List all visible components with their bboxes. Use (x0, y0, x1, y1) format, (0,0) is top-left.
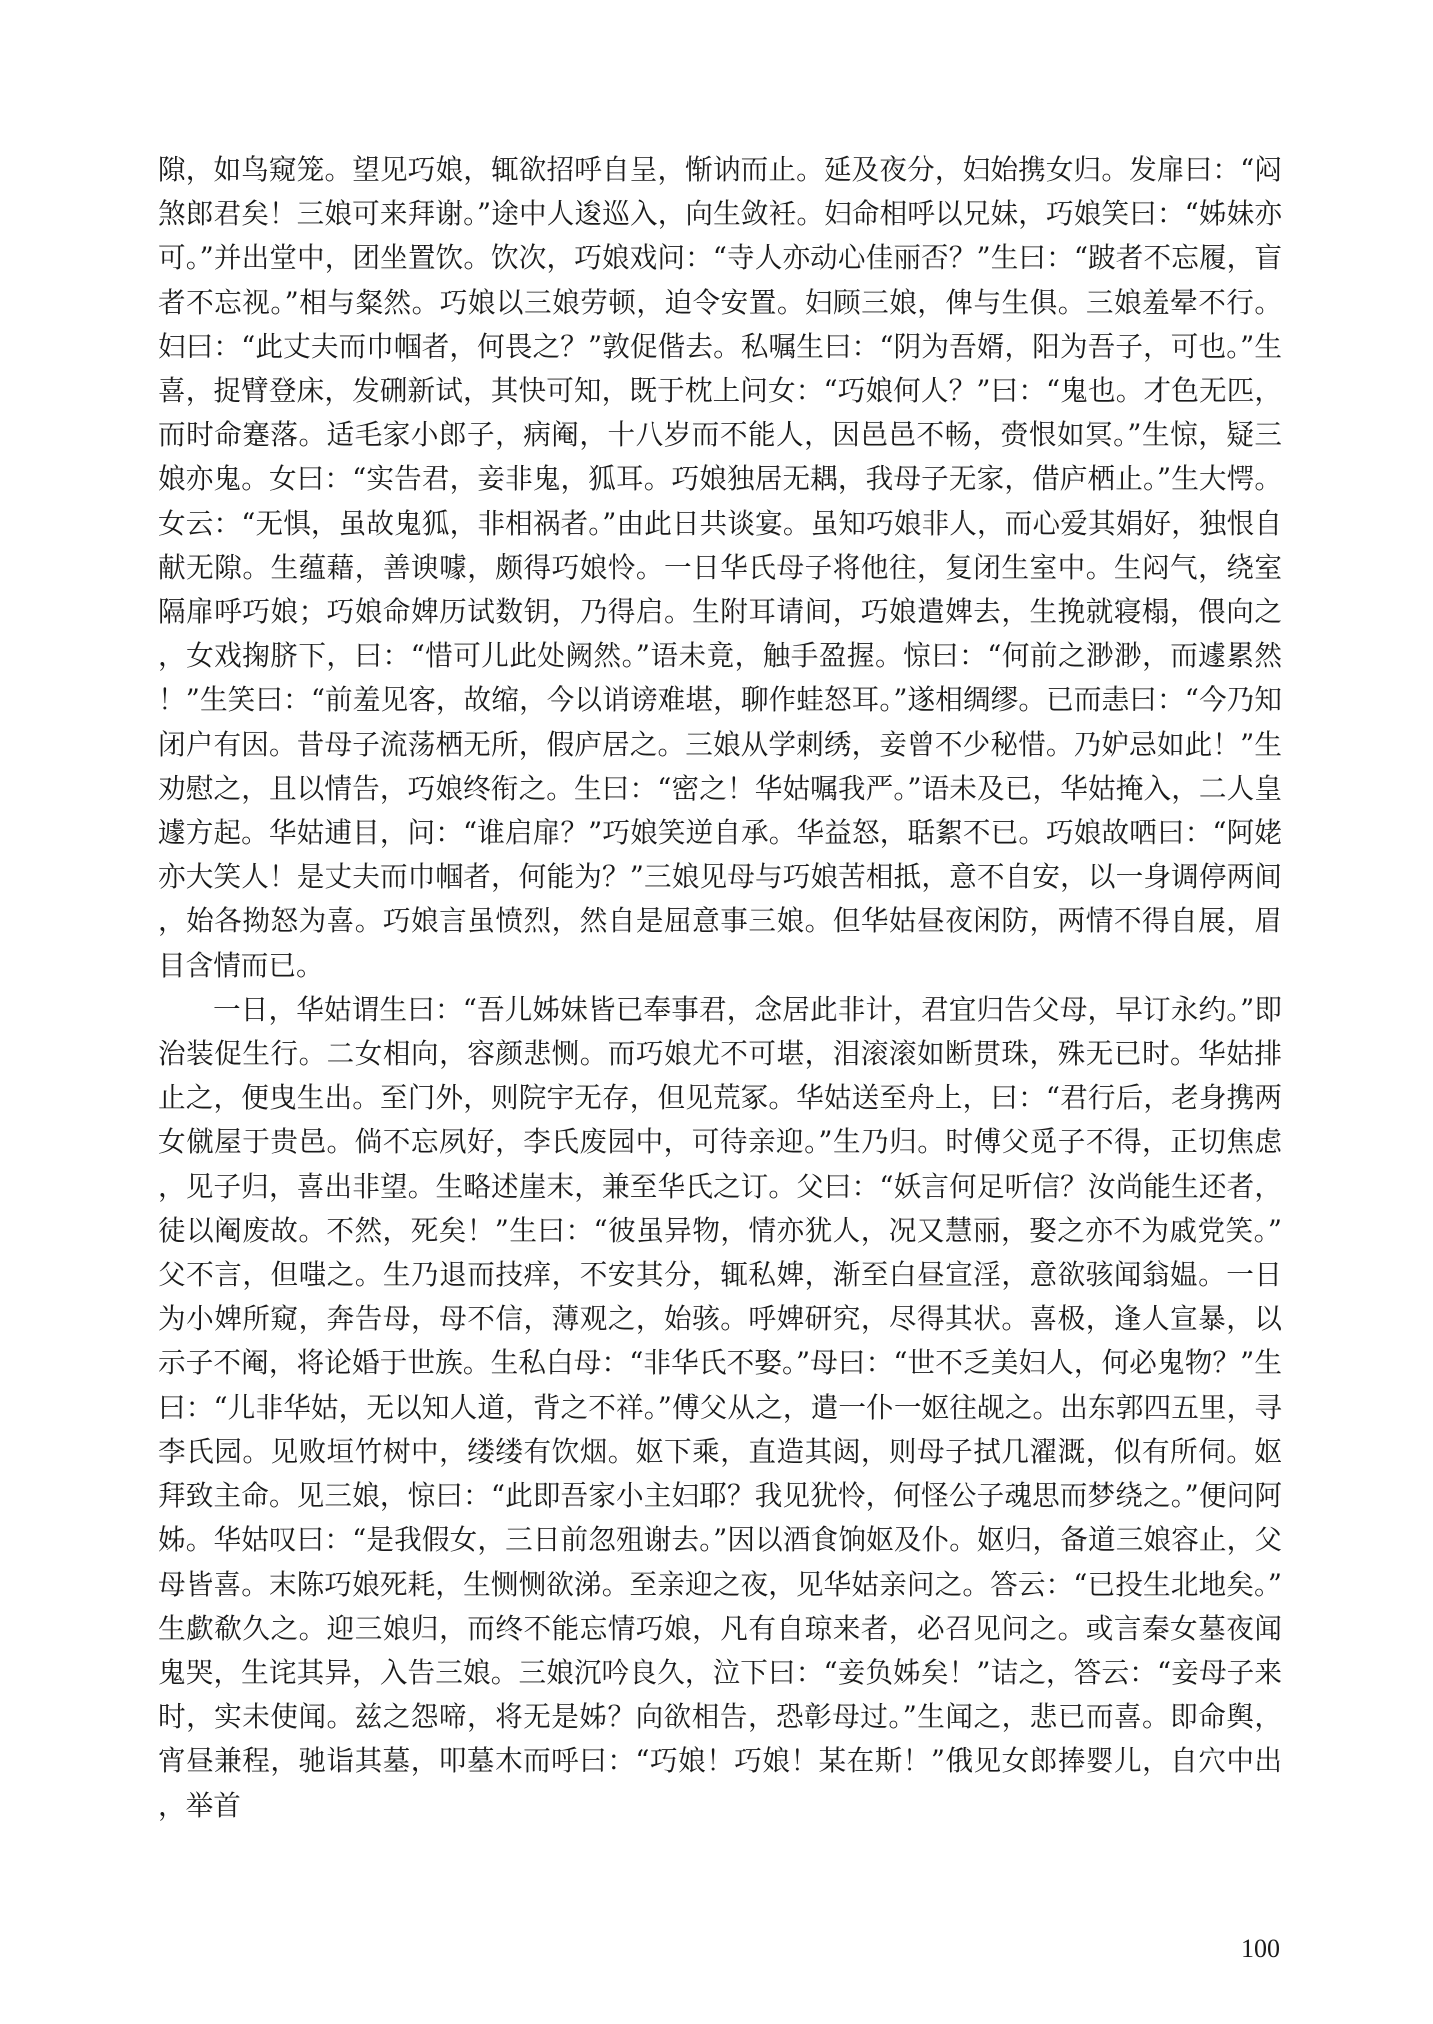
body-text (158, 148, 1282, 1828)
page-number: 100 (1241, 1934, 1280, 1963)
paragraph-1: 隙，如鸟窥笼。望见巧娘，辄欲招呼自呈，惭讷而止。延及夜分，妇始携女归。发扉曰：“闷煞郎君矣！三娘可来拜谢。”途中人逡巡入，向生敛衽。妇命相呼以兄妹，巧娘笑曰：“姊妹亦可。”并出堂中，团坐置饮。饮次，巧娘戏问：“寺人亦动心佳丽否？”生曰：“跛者不忘履，盲者不忘视。”相与粲然。巧娘以三娘劳顿，迫令安置。妇顾三娘，俾与生俱。三娘羞晕不行。妇曰：“此丈夫而巾帼者，何畏之？”敦促偕去。私嘱生曰：“阴为吾婿，阳为吾子，可也。”生喜，捉臂登床，发硎新试，其快可知，既于枕上问女：“巧娘何人？”曰：“鬼也。才色无匹，而时命蹇落。适毛家小郎子，病阉，十八岁而不能人，因邑邑不畅，赍恨如冥。”生惊，疑三娘亦鬼。女曰：“实告君，妾非鬼，狐耳。巧娘独居无耦，我母子无家，借庐栖止。”生大愕。女云：“无惧，虽故鬼狐，非相祸者。”由此日共谈宴。虽知巧娘非人，而心爱其娟好，独恨自献无隙。生蕴藉，善谀噱，颇得巧娘怜。一日华氏母子将他往，复闭生室中。生闷气，绕室隔扉呼巧娘；巧娘命婢历试数钥，乃得启。生附耳请间，巧娘遣婢去，生挽就寝榻，偎向之，女戏掬脐下，曰：“惜可儿此处阙然。”语未竟，触手盈握。惊曰：“何前之渺渺，而遽累然！”生笑曰：“前羞见客，故缩，今以诮谤难堪，聊作蛙怒耳。”遂相绸缪。已而恚曰：“今乃知闭户有因。昔母子流荡栖无所，假庐居之。三娘从学刺绣，妾曾不少秘惜。乃妒忌如此！”生劝慰之，且以情告，巧娘终衔之。生曰：“密之！华姑嘱我严。”语未及已，华姑掩入，二人皇遽方起。华姑逋目，问：“谁启扉？”巧娘笑逆自承。华益怒，聒絮不已。巧娘故哂曰：“阿姥亦大笑人！是丈夫而巾帼者，何能为？”三娘见母与巧娘苦相抵，意不自安，以一身调停两间，始各拗怒为喜。巧娘言虽愤烈，然自是屈意事三娘。但华姑昼夜闲防，两情不得自展，眉目含情而已。 (158, 153, 1282, 982)
paragraph-2: 一日，华姑谓生曰：“吾儿姊妹皆已奉事君，念居此非计，君宜归告父母，早订永约。”即治装促生行。二女相向，容颜悲恻。而巧娘尤不可堪，泪滚滚如断贯珠，殊无已时。华姑排止之，便曳生出。至门外，则院宇无存，但见荒冢。华姑送至舟上，曰：“君行后，老身携两女僦屋于贵邑。倘不忘夙好，李氏废园中，可待亲迎。”生乃归。时傅父觅子不得，正切焦虑，见子归，喜出非望。生略述崖末，兼至华氏之订。父曰：“妖言何足听信？汝尚能生还者，徒以阉废故。不然，死矣！”生曰：“彼虽异物，情亦犹人，况又慧丽，娶之亦不为戚党笑。”父不言，但嗤之。生乃退而技痒，不安其分，辄私婢，渐至白昼宣淫，意欲骇闻翁媪。一日为小婢所窥，奔告母，母不信，薄观之，始骇。呼婢研究，尽得其状。喜极，逢人宣暴，以示子不阉，将论婚于世族。生私白母：“非华氏不娶。”母曰：“世不乏美妇人，何必鬼物？”生曰：“儿非华姑，无以知人道，背之不祥。”傅父从之，遣一仆一妪往觇之。出东郭四五里，寻李氏园。见败垣竹树中，缕缕有饮烟。妪下乘，直造其闼，则母子拭几濯溉，似有所伺。妪拜致主命。见三娘，惊曰：“此即吾家小主妇耶？我见犹怜，何怪公子魂思而梦绕之。”便问阿姊。华姑叹曰：“是我假女，三日前忽殂谢去。”因以酒食饷妪及仆。妪归，备道三娘容止，父母皆喜。末陈巧娘死耗，生恻恻欲涕。至亲迎之夜，见华姑亲问之。答云：“已投生北地矣。”生歔欷久之。迎三娘归，而终不能忘情巧娘，凡有自琼来者，必召见问之。或言秦女墓夜闻鬼哭，生诧其异，入告三娘。三娘沉吟良久，泣下曰：“妾负姊矣！”诘之，答云：“妾母子来时，实未使闻。兹之怨啼，将无是姊？向欲相告，恐彰母过。”生闻之，悲已而喜。即命舆，宵昼兼程，驰诣其墓，叩墓木而呼曰：“巧娘！巧娘！某在斯！”俄见女郎捧婴儿，自穴中出，举首 (158, 992, 1282, 1822)
